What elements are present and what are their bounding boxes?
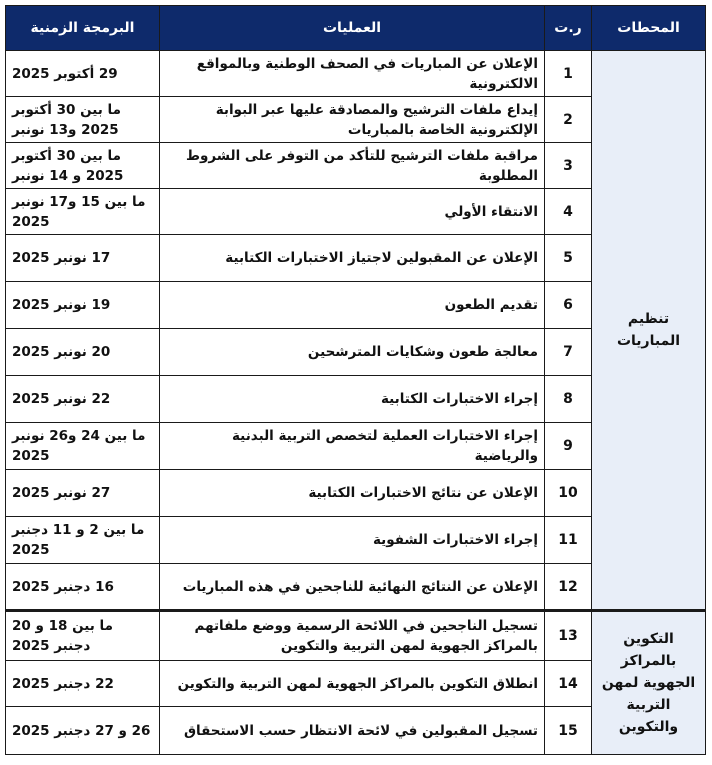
operation-cell: تسجيل المقبولين في لائحة الانتظار حسب الاستحقاق (160, 707, 545, 755)
operation-cell: مراقبة ملفات الترشيح للتأكد من التوفر على الشروط المطلوبة (160, 143, 545, 189)
station-cell: تنظيم المباريات (592, 51, 706, 611)
table-row (6, 611, 706, 661)
header-number: ر.ت (545, 6, 592, 51)
row-number: 6 (545, 282, 592, 329)
date-cell: ما بين 15 و17 نونبر 2025 (6, 189, 160, 235)
header-stations: المحطات (592, 6, 706, 51)
operation-cell: إيداع ملفات الترشيح والمصادقة عليها عبر البوابة الإلكترونية الخاصة بالمباريات (160, 97, 545, 143)
row-number: 12 (545, 564, 592, 611)
date-cell: 19 نونبر 2025 (6, 282, 160, 329)
operation-cell: الإعلان عن المباريات في الصحف الوطنية وبالمواقع الالكترونية (160, 51, 545, 97)
operation-cell: تسجيل الناجحين في اللائحة الرسمية ووضع ملفاتهم بالمراكز الجهوية لمهن التربية والتكوين (160, 611, 545, 661)
operation-cell: الإعلان عن نتائج الاختبارات الكتابية (160, 470, 545, 517)
header-timeline: البرمجة الزمنية (6, 6, 160, 51)
date-cell: ما بين 24 و26 نونبر 2025 (6, 423, 160, 470)
operation-cell: تقديم الطعون (160, 282, 545, 329)
row-number: 13 (545, 611, 592, 661)
row-number: 11 (545, 517, 592, 564)
operation-cell: معالجة طعون وشكايات المترشحين (160, 329, 545, 376)
date-cell: ما بين 18 و 20 دجنبر 2025 (6, 611, 160, 661)
date-cell: 22 نونبر 2025 (6, 376, 160, 423)
row-number: 4 (545, 189, 592, 235)
table-row (6, 51, 706, 97)
row-number: 2 (545, 97, 592, 143)
operation-cell: الإعلان عن المقبولين لاجتياز الاختبارات الكتابية (160, 235, 545, 282)
date-cell: ما بين 30 أكتوبر 2025 و13 نونبر (6, 97, 160, 143)
row-number: 3 (545, 143, 592, 189)
row-number: 5 (545, 235, 592, 282)
row-number: 8 (545, 376, 592, 423)
station-cell: التكوين بالمراكز الجهوية لمهن التربية والتكوين (592, 611, 706, 755)
date-cell: 20 نونبر 2025 (6, 329, 160, 376)
row-number: 9 (545, 423, 592, 470)
date-cell: 29 أكتوبر 2025 (6, 51, 160, 97)
row-number: 7 (545, 329, 592, 376)
date-cell: 17 نونبر 2025 (6, 235, 160, 282)
operation-cell: الإعلان عن النتائج النهائية للناجحين في هذه المباريات (160, 564, 545, 611)
date-cell: 22 دجنبر 2025 (6, 661, 160, 707)
row-number: 1 (545, 51, 592, 97)
schedule-table (5, 5, 706, 755)
operation-cell: انطلاق التكوين بالمراكز الجهوية لمهن التربية والتكوين (160, 661, 545, 707)
header-row (6, 6, 706, 51)
date-cell: ما بين 30 أكتوبر 2025 و 14 نونبر (6, 143, 160, 189)
operation-cell: إجراء الاختبارات العملية لتخصص التربية البدنية والرياضية (160, 423, 545, 470)
operation-cell: إجراء الاختبارات الكتابية (160, 376, 545, 423)
row-number: 10 (545, 470, 592, 517)
date-cell: 26 و 27 دجنبر 2025 (6, 707, 160, 755)
operation-cell: إجراء الاختبارات الشفوية (160, 517, 545, 564)
date-cell: 16 دجنبر 2025 (6, 564, 160, 611)
header-operations: العمليات (160, 6, 545, 51)
row-number: 15 (545, 707, 592, 755)
date-cell: 27 نونبر 2025 (6, 470, 160, 517)
date-cell: ما بين 2 و 11 دجنبر 2025 (6, 517, 160, 564)
row-number: 14 (545, 661, 592, 707)
operation-cell: الانتقاء الأولي (160, 189, 545, 235)
